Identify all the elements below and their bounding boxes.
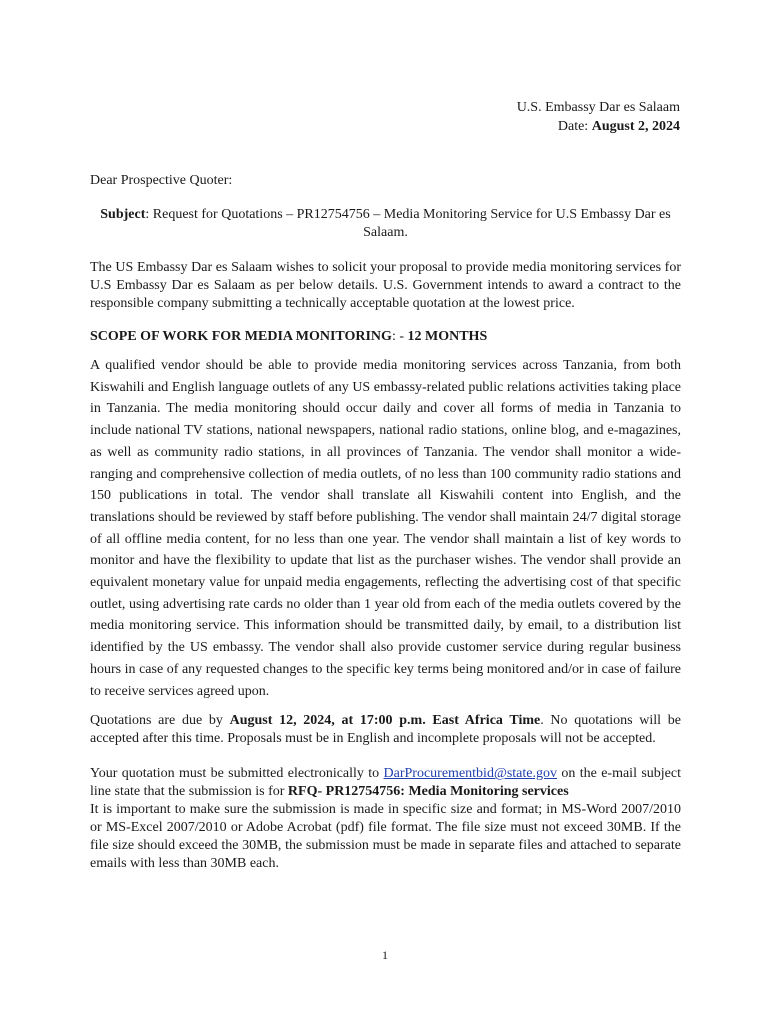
letter-header (517, 98, 680, 136)
rfq-reference: RFQ- PR12754756: Media Monitoring services (287, 784, 569, 800)
subject-line (90, 206, 681, 242)
letter-body (90, 172, 681, 873)
scope-paragraph: A qualified vendor should be able to provide media monitoring services across Tanzania, from both Kiswahili and English language outlets of any US embassy-related public relations activities taking place in Tanzania. The media monitoring should occur daily and cover all forms of media in Tanzania to include national TV stations, national newspapers, national radio stations, online blog, and e-magazines, as well as community radio stations, in all provinces of Tanzania. The vendor shall monitor a wide-ranging and comprehensive collection of media outlets, of no less than 100 community radio stations and 150 publications in total. The vendor shall translate all Kiswahili content into English, and the translations should be reviewed by staff before publishing. The vendor shall maintain 24/7 digital storage of all offline media content, for no less than one year. The vendor shall maintain a list of key words to monitor and have the flexibility to update that list as the purchaser wishes. The vendor shall provide an equivalent monetary value for unpaid media engagements, reflecting the advertising cost of that specific outlet, using advertising rate cards no older than 1 year old from each of the media outlets covered by the media monitoring service. This information should be transmitted daily, by email, to a distribution list identified by the US embassy. The vendor shall also provide customer service during regular business hours in case of any requested changes to the specific key terms being monitored and/or in case of failure to receive services agreed upon. (90, 358, 681, 699)
salutation: Dear Prospective Quoter: (90, 173, 233, 188)
date-value: August 2, 2024 (591, 119, 680, 134)
procurement-email-link[interactable]: DarProcurementbid@state.gov (383, 766, 557, 782)
scope-heading-duration: 12 MONTHS (407, 329, 488, 344)
submission-middle: on the e-mail subject line state that the submission is for (90, 766, 681, 800)
due-suffix: . No quotations will be accepted after this time. Proposals must be in English and incomplete proposals will not be accepted. (90, 713, 681, 747)
due-deadline: August 12, 2024, at 17:00 p.m. East Africa Time (229, 713, 541, 729)
submission-paragraph (90, 765, 681, 801)
scope-heading-main: SCOPE OF WORK FOR MEDIA MONITORING (90, 329, 392, 344)
subject-label: Subject (100, 207, 146, 222)
format-requirements: It is important to make sure the submission is made in specific size and format; in MS-Word 2007/2010 or MS-Excel 2007/2010 or Adobe Acrobat (pdf) file format. The file size must not exceed 30MB. If the file size should exceed the 30MB, the submission must be made in separate files and attached to separate emails with less than 30MB each. (90, 802, 681, 872)
embassy-name: U.S. Embassy Dar es Salaam (516, 100, 680, 115)
page-number: 1 (382, 948, 388, 962)
intro-paragraph: The US Embassy Dar es Salaam wishes to solicit your proposal to provide media monitoring services for U.S Embassy Dar es Salaam as per below details. U.S. Government intends to award a contract to the responsible company submitting a technically acceptable quotation at the lowest price. (90, 260, 681, 311)
submission-prefix: Your quotation must be submitted electronically to (90, 766, 384, 782)
date-label: Date: (557, 119, 592, 134)
subject-text: : Request for Quotations – PR12754756 – Media Monitoring Service for U.S Embassy Dar es Salaam. (145, 207, 671, 240)
scope-heading-separator: : - (391, 329, 408, 344)
scope-heading (90, 328, 681, 346)
due-prefix: Quotations are due by (90, 713, 230, 729)
due-date-paragraph (90, 712, 681, 748)
letter-date (517, 117, 680, 136)
